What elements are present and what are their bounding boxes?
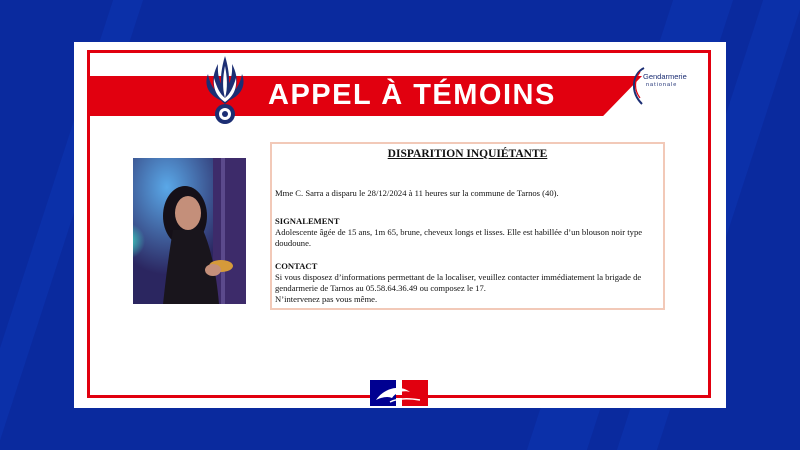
missing-person-poster [74,42,726,408]
marianne-flag-icon [370,380,428,406]
gendarmerie-flame-icon [202,54,248,126]
brand-subtitle: nationale [646,82,678,88]
signalement-heading: SIGNALEMENT [275,216,340,226]
contact-heading: CONTACT [275,261,318,271]
contact-text: Si vous disposez d’informations permettant de la localiser, veuillez contacter immédiatement la brigade de gendarmerie de Tarnos au 05.58.64.36.49 ou composez le 17. [275,272,642,293]
contact-warning: N’intervenez pas vous même. [275,294,378,304]
brand-name: Gendarmerie [643,72,687,81]
signalement-text: Adolescente âgée de 15 ans, 1m 65, brune, cheveux longs et lisses. Elle est habillée d’un blouson noir type doudoune. [275,227,643,248]
gendarmerie-logo [630,64,710,114]
missing-person-photo [133,158,246,304]
disappearance-statement: Mme C. Sarra a disparu le 28/12/2024 à 11 heures sur la commune de Tarnos (40). [275,188,559,198]
notice-box [270,142,665,310]
poster-title: APPEL À TÉMOINS [268,79,556,111]
notice-heading: DISPARITION INQUIÉTANTE [387,148,548,160]
